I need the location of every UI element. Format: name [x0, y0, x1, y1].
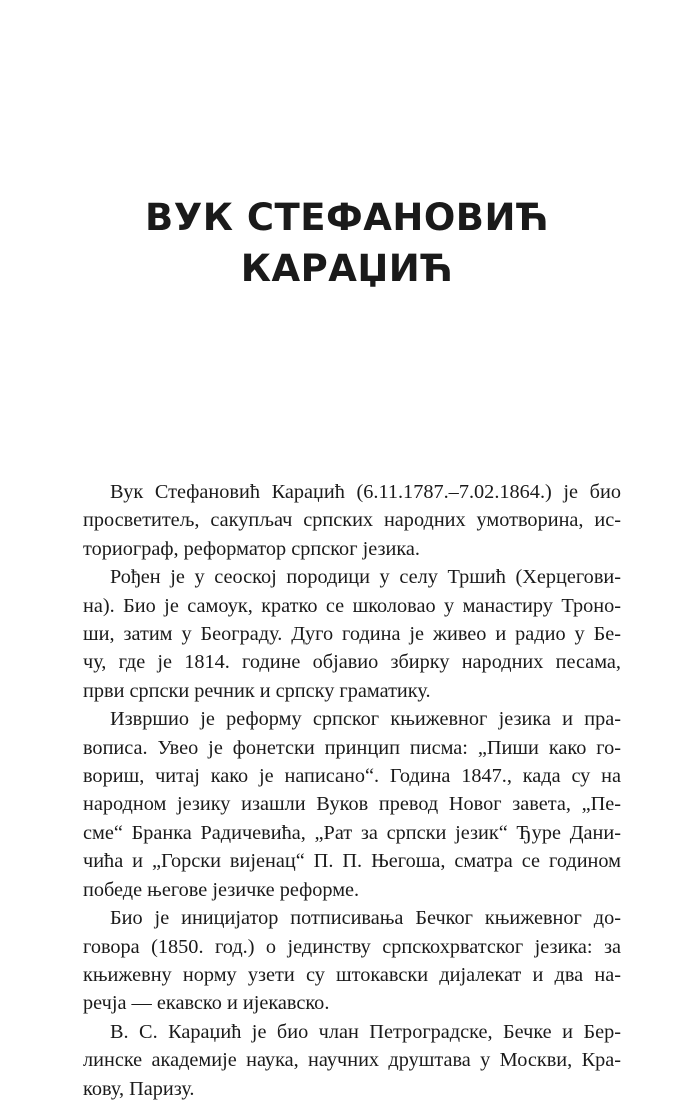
text-line: први српски речник и српску граматику.: [83, 679, 431, 702]
text-line: на). Био је самоук, кратко се школовао у манастиру Троно-: [83, 594, 621, 617]
text-line: победе његове језичке реформе.: [83, 878, 360, 901]
text-line: линске академије наука, научних друштава у Москви, Кра-: [83, 1049, 621, 1072]
text-line: књижевну норму узети су штокавски дијалекат и два на-: [83, 963, 621, 986]
text-line: речја — екавско и ијекавско.: [83, 992, 330, 1015]
paragraph-5: [83, 1018, 621, 1103]
text-line: вориш, читај како је написано“. Година 1847., када су на: [83, 765, 621, 788]
paragraph-1: [83, 478, 621, 563]
text-line: чића и „Горски вијенац“ П. П. Његоша, сматра се годином: [83, 850, 621, 873]
title-line-1: ВУК СТЕФАНОВИЋ: [145, 196, 549, 239]
text-line: Рођен је у сеоској породици у селу Тршић (Херцегови-: [110, 566, 621, 589]
text-line: Био је иницијатор потписивања Бечког књижевног до-: [110, 907, 621, 930]
body-text: [83, 478, 621, 1103]
page-title: [0, 192, 694, 294]
text-line: Вук Стефановић Караџић (6.11.1787.–7.02.1864.) је био: [110, 481, 621, 503]
text-line: В. С. Караџић је био члан Петроградске, Бечке и Бер-: [110, 1020, 621, 1043]
text-line: чу, где је 1814. године објавио збирку народних песама,: [83, 651, 621, 674]
text-line: просветитељ, сакупљач српских народних умотворина, ис-: [83, 509, 621, 532]
text-line: сме“ Бранка Радичевића, „Рат за српски језик“ Ђуре Дани-: [83, 821, 621, 844]
text-line: вописа. Увео је фонетски принцип писма: „Пиши како го-: [83, 736, 621, 759]
text-line: ториограф, реформатор српског језика.: [83, 537, 420, 560]
text-line: говора (1850. год.) о јединству српскохрватског језика: за: [83, 935, 621, 958]
text-line: народном језику изашли Вуков превод Новог завета, „Пе-: [83, 793, 621, 816]
title-line-2: КАРАЏИЋ: [240, 247, 454, 290]
text-line: ши, затим у Београду. Дуго година је живео и радио у Бе-: [83, 623, 621, 646]
text-line: кову, Паризу.: [83, 1077, 195, 1100]
paragraph-4: [83, 904, 621, 1018]
paragraph-3: [83, 705, 621, 904]
paragraph-2: [83, 563, 621, 705]
text-line: Извршио је реформу српског књижевног језика и пра-: [110, 708, 621, 731]
